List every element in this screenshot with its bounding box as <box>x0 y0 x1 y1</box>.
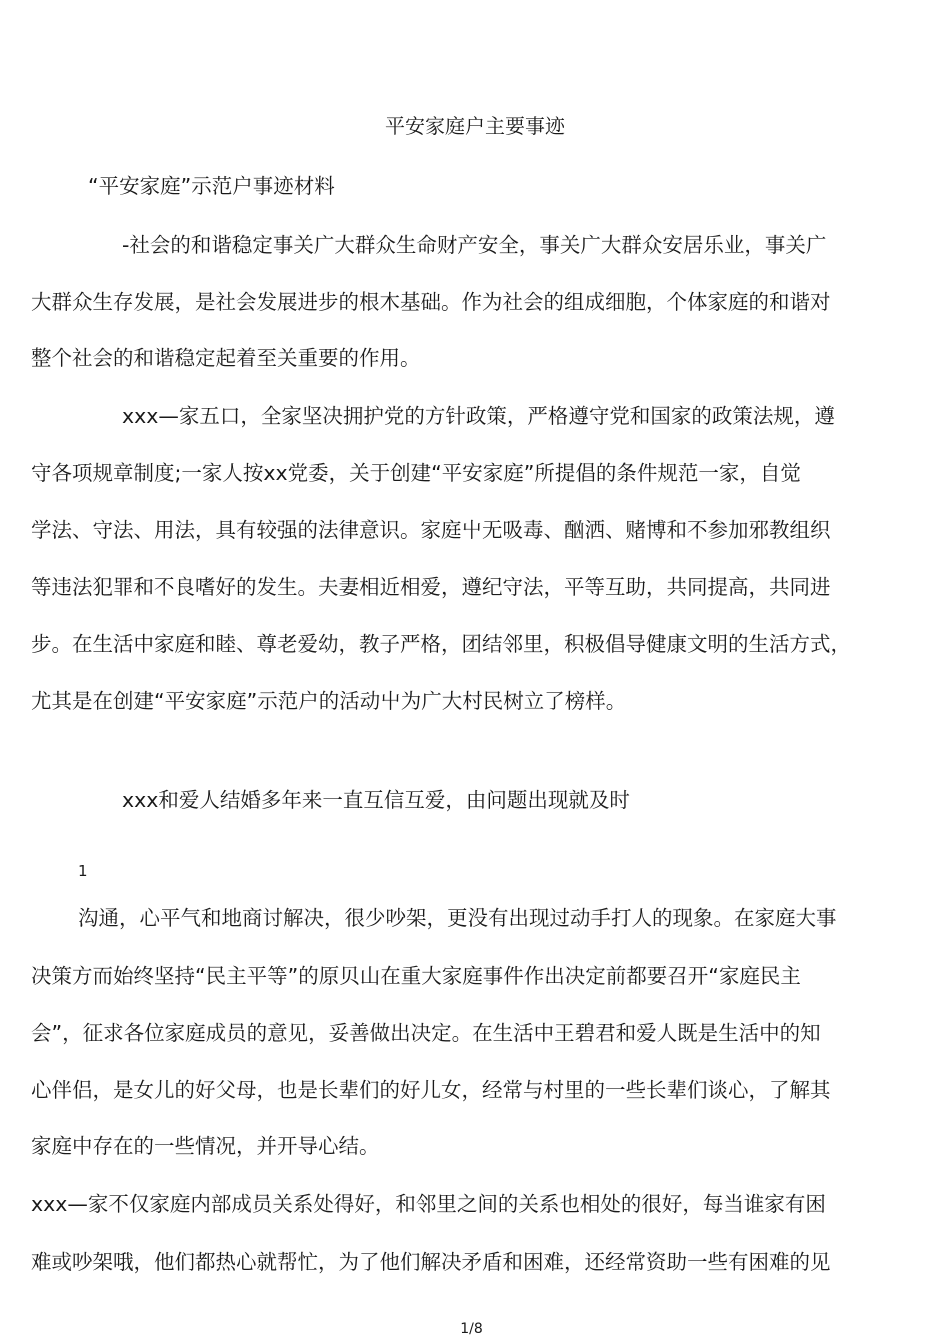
paragraph-line: 心伴侣，是女儿的好父母，也是长辈们的好儿女，经常与村里的一些长辈们谈心，了解其 <box>31 1078 831 1102</box>
paragraph-line: 步。在生活中家庭和睦、尊老爱幼，教子严格，团结邻里，积极倡导健康文明的生活方式， <box>31 632 851 656</box>
paragraph-line: 沟通，心平气和地商讨解决，很少吵架，更没有出现过动手打人的现象。在家庭大事 <box>78 906 837 930</box>
paragraph-line: 决策方而始终坚持“民主平等”的原贝山在重大家庭事件作出决定前都要召开“家庭民主 <box>31 964 801 988</box>
paragraph-line: xxx和爱人结婚多年来一直互信互爱，由问题出现就及时 <box>122 788 630 812</box>
document-subtitle: “平安家庭”示范户事迹材料 <box>88 174 335 198</box>
paragraph-line: 等违法犯罪和不良嗜好的发生。夫妻相近相爱，遵纪守法，平等互助，共同提高，共同进 <box>31 575 831 599</box>
paragraph-line: 家庭中存在的一些情况，并开导心结。 <box>31 1134 380 1158</box>
footnote-marker: 1 <box>78 862 88 880</box>
paragraph-line: xxx—家五口，全家坚决拥护党的方针政策，严格遵守党和国家的政策法规，遵 <box>122 404 835 428</box>
paragraph-line: xxx—家不仅家庭内部成员关系处得好，和邻里之间的关系也相处的很好，每当谁家有困 <box>31 1192 826 1216</box>
paragraph-line: 守各项规章制度;一家人按xx党委，关于创建“平安家庭”所提倡的条件规范一家，自觉 <box>31 461 801 485</box>
paragraph-line: 学法、守法、用法，具有较强的法律意识。家庭屮无吸毒、酗洒、赌博和不参加邪教组织 <box>31 518 831 542</box>
paragraph-line: -社会的和谐稳定事关广大群众生命财产安全，事关广大群众安居乐业，事关广 <box>122 233 827 257</box>
document-title: 平安家庭户主要事迹 <box>385 114 565 138</box>
paragraph-line: 难或吵架哦，他们都热心就帮忙，为了他们解决矛盾和困难，还经常资助一些有困难的见 <box>31 1250 831 1274</box>
page-number: 1/8 <box>460 1321 483 1337</box>
paragraph-line: 大群众生存发展，是社会发展进步的根木基础。作为社会的组成细胞，个体家庭的和谐对 <box>31 290 831 314</box>
paragraph-line: 整个社会的和谐稳定起着至关重要的作用。 <box>31 346 421 370</box>
paragraph-line: 会”，征求各位家庭成员的意见，妥善做出决定。在生活中王碧君和爱人既是生活中的知 <box>31 1021 821 1045</box>
paragraph-line: 尤其是在创建“平安家庭”示范户的活动屮为广大村民树立了榜样。 <box>31 689 627 713</box>
